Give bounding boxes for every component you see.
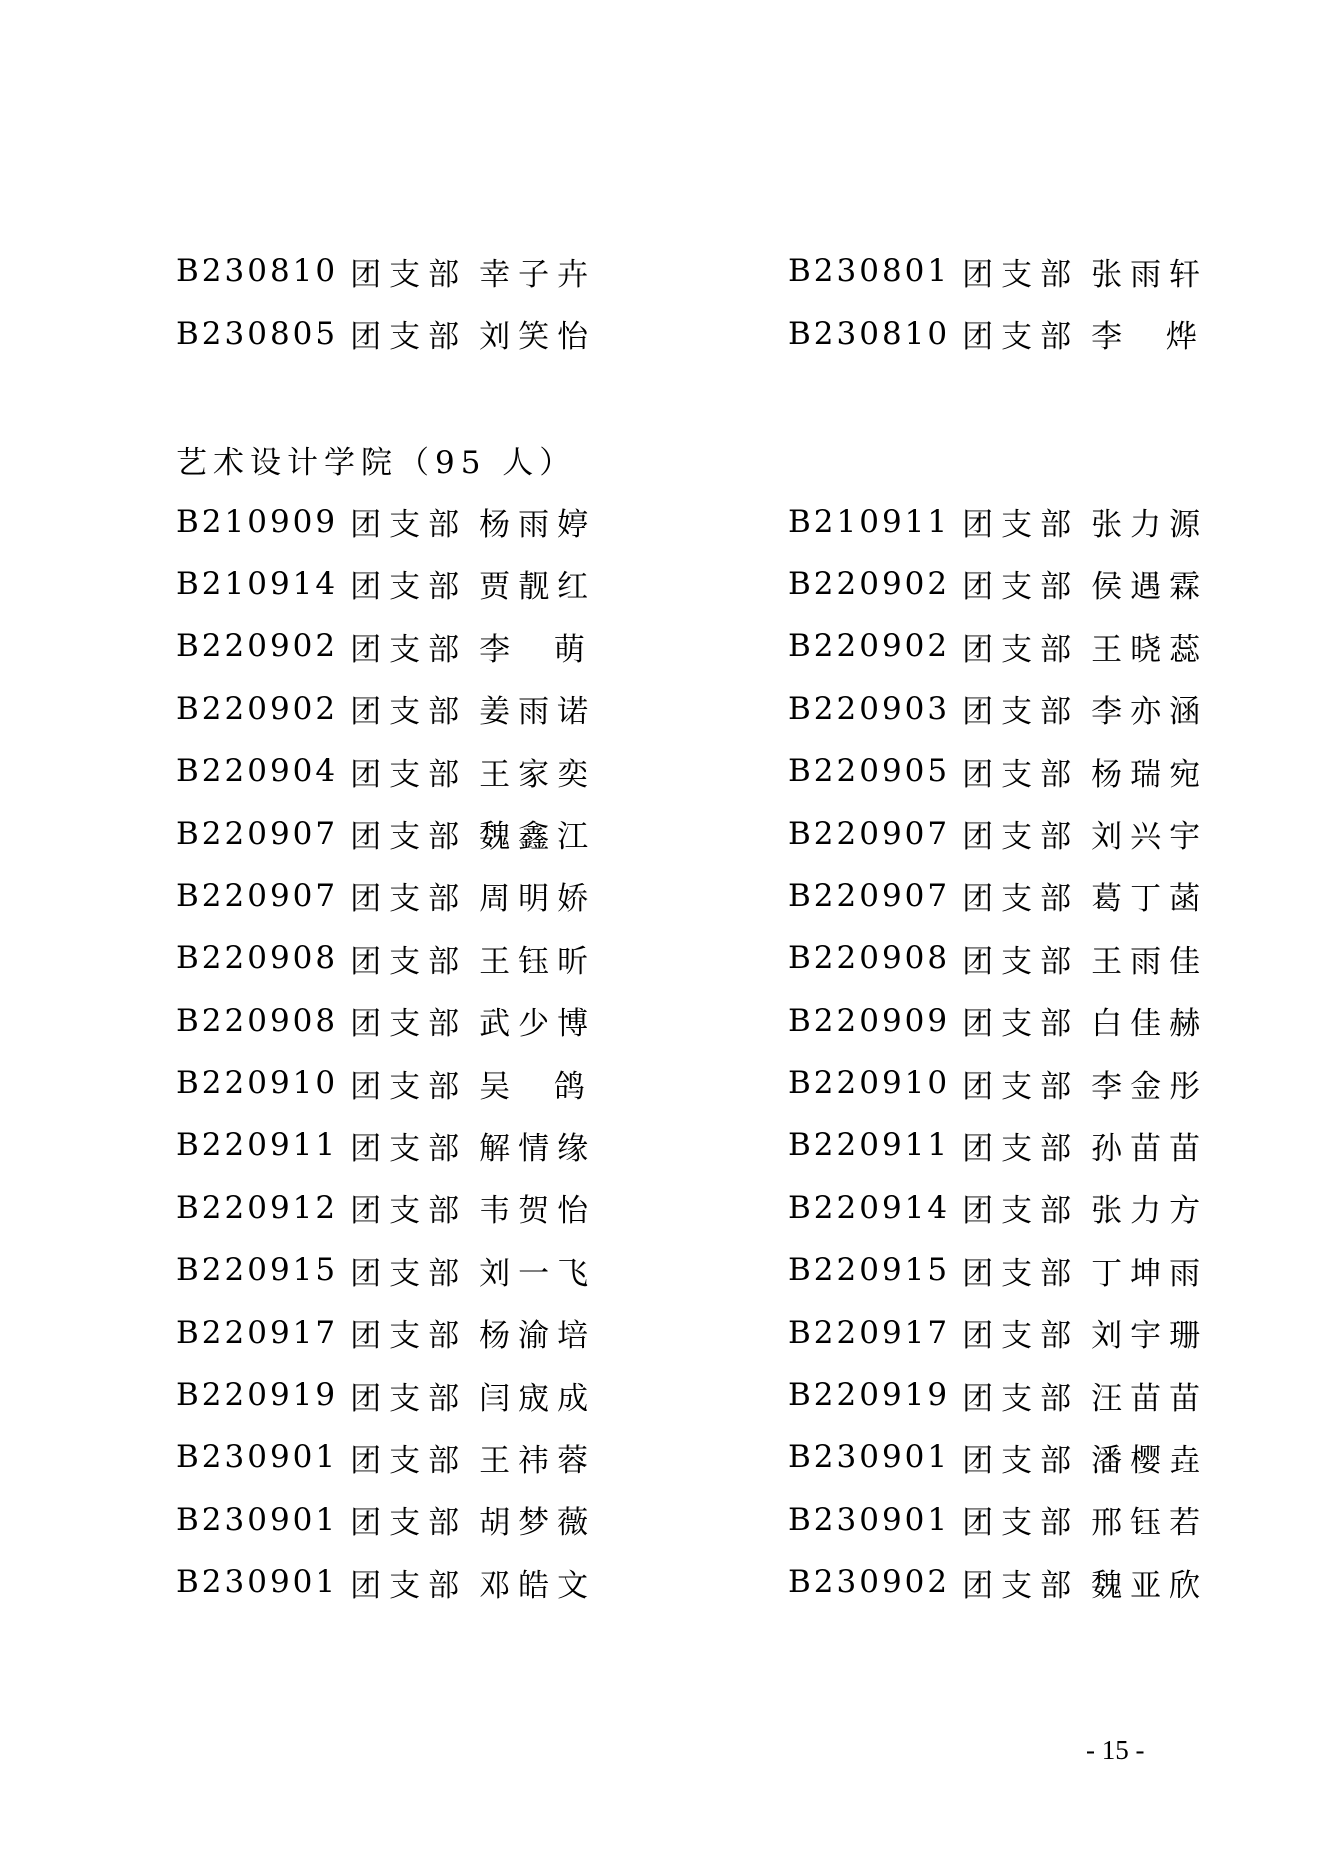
member-name: 王家奕 [479,756,597,793]
member-name: 李 萌 [479,631,593,668]
member-name: 杨瑞宛 [1091,756,1209,793]
branch-org: 团支部 [962,1193,1080,1230]
list-entry-left [176,1248,788,1293]
list-entry-right [788,499,1209,544]
branch-org: 团支部 [962,631,1080,668]
branch-code: B230902 [788,1564,951,1601]
branch-code: B210914 [176,565,339,602]
branch-code: B220914 [788,1189,951,1226]
list-entry-right [788,249,1209,294]
list-row [176,802,1209,864]
list-entry-right [788,1560,1209,1605]
list-entry-right [788,749,1209,794]
list-entry-left [176,561,788,606]
member-name: 王祎蓉 [479,1442,597,1479]
member-name: 胡梦薇 [479,1505,597,1542]
member-name: 刘兴宇 [1091,819,1209,856]
branch-org: 团支部 [350,756,468,793]
branch-org: 团支部 [350,1567,468,1604]
branch-code: B220902 [788,565,951,602]
branch-org: 团支部 [962,569,1080,606]
branch-org: 团支部 [962,1442,1080,1479]
branch-org: 团支部 [962,1130,1080,1167]
branch-code: B220919 [176,1377,339,1414]
list-row [176,302,1205,364]
branch-code: B220911 [788,1127,951,1164]
branch-org: 团支部 [350,1505,468,1542]
list-row [176,865,1209,927]
list-entry-left [176,998,788,1043]
branch-org: 团支部 [350,1006,468,1043]
branch-code: B230901 [788,1439,951,1476]
branch-org: 团支部 [350,1318,468,1355]
list-row [176,740,1209,802]
branch-code: B230901 [176,1501,339,1538]
member-name: 葛丁菡 [1091,881,1209,918]
page-number: - 15 - [1086,1735,1145,1765]
branch-org: 团支部 [350,256,468,293]
branch-org: 团支部 [350,507,468,544]
list-row [176,990,1209,1052]
list-entry-right [788,686,1209,731]
member-name: 幸子卉 [479,256,597,293]
branch-org: 团支部 [350,881,468,918]
member-name: 王雨佳 [1091,943,1209,980]
branch-org: 团支部 [962,507,1080,544]
member-name: 邓皓文 [479,1567,597,1604]
list-entry-left [176,873,788,918]
member-name: 杨雨婷 [479,507,597,544]
list-row [176,1426,1209,1488]
branch-code: B220902 [176,690,339,727]
member-name: 贾靓红 [479,569,597,606]
branch-code: B220908 [788,940,951,977]
member-name: 韦贺怡 [479,1193,597,1230]
list-row [176,1489,1209,1551]
list-row [176,1114,1209,1176]
member-name: 周明娇 [479,881,597,918]
member-name: 邢钰若 [1091,1505,1209,1542]
branch-org: 团支部 [962,756,1080,793]
list-entry-left [176,249,788,294]
member-name: 潘樱垚 [1091,1442,1209,1479]
list-row [176,1052,1209,1114]
list-row [176,1364,1209,1426]
list-entry-left [176,1123,788,1168]
list-row [176,1239,1209,1301]
list-entry-right [788,998,1209,1043]
list-entry-left [176,1061,788,1106]
branch-org: 团支部 [350,319,468,356]
list-row [176,240,1209,302]
branch-code: B220910 [176,1065,339,1102]
list-row [176,615,1209,677]
branch-code: B220919 [788,1377,951,1414]
branch-code: B220905 [788,753,951,790]
member-name: 李 烨 [1091,319,1205,356]
member-name: 侯遇霖 [1091,569,1209,606]
branch-org: 团支部 [350,1130,468,1167]
branch-code: B220902 [788,628,951,665]
branch-org: 团支部 [962,694,1080,731]
list-entry-right [788,1497,1209,1542]
list-entry-right [788,1123,1209,1168]
member-name: 解情缘 [479,1130,597,1167]
branch-code: B210911 [788,503,951,540]
branch-code: B220909 [788,1002,951,1039]
list-entry-left [176,1560,788,1605]
member-name: 刘宇珊 [1091,1318,1209,1355]
list-entry-right [788,1248,1209,1293]
branch-code: B230805 [176,315,339,352]
member-name: 李亦涵 [1091,694,1209,731]
branch-code: B220917 [788,1314,951,1351]
list-row [176,678,1209,740]
branch-org: 团支部 [350,1380,468,1417]
member-name: 张雨轩 [1091,256,1209,293]
branch-org: 团支部 [350,943,468,980]
list-entry-left [176,624,788,669]
branch-code: B220915 [788,1252,951,1289]
branch-code: B220908 [176,1002,339,1039]
branch-code: B220907 [788,815,951,852]
member-name: 张力源 [1091,507,1209,544]
list-entry-left [176,1185,788,1230]
list-row [176,553,1209,615]
list-row [176,927,1209,989]
branch-code: B220911 [176,1127,339,1164]
continued-list [176,240,1209,365]
branch-code: B230901 [788,1501,951,1538]
list-entry-right [788,1185,1209,1230]
branch-org: 团支部 [350,1193,468,1230]
member-name: 魏亚欣 [1091,1567,1209,1604]
list-entry-right [788,624,1209,669]
branch-org: 团支部 [962,319,1080,356]
branch-code: B230801 [788,253,951,290]
branch-code: B210909 [176,503,339,540]
branch-org: 团支部 [962,1318,1080,1355]
list-entry-left [176,686,788,731]
branch-org: 团支部 [350,631,468,668]
branch-code: B230901 [176,1439,339,1476]
member-name: 杨渝培 [479,1318,597,1355]
branch-code: B220907 [176,815,339,852]
list-entry-left [176,811,788,856]
branch-org: 团支部 [962,1255,1080,1292]
branch-org: 团支部 [350,819,468,856]
branch-org: 团支部 [962,943,1080,980]
branch-code: B220902 [176,628,339,665]
branch-org: 团支部 [962,1505,1080,1542]
branch-org: 团支部 [962,1380,1080,1417]
list-row [176,1301,1209,1363]
branch-code: B220917 [176,1314,339,1351]
member-name: 张力方 [1091,1193,1209,1230]
branch-org: 团支部 [350,1442,468,1479]
branch-org: 团支部 [962,881,1080,918]
section-list [176,490,1209,1613]
branch-org: 团支部 [350,1255,468,1292]
list-row [176,1177,1209,1239]
section-heading: 艺术设计学院（95 人） [176,444,577,481]
member-name: 汪苗苗 [1091,1380,1209,1417]
section-art-design [176,428,1209,1613]
list-entry-left [176,1497,788,1542]
member-name: 王钰昕 [479,943,597,980]
list-entry-left [176,499,788,544]
member-name: 魏鑫江 [479,819,597,856]
branch-code: B220903 [788,690,951,727]
branch-code: B230810 [176,253,339,290]
list-entry-right [788,873,1209,918]
branch-code: B220907 [176,877,339,914]
member-name: 白佳赫 [1091,1006,1209,1043]
member-name: 孙苗苗 [1091,1130,1209,1167]
branch-code: B220908 [176,940,339,977]
branch-org: 团支部 [350,1068,468,1105]
list-entry-right [788,311,1205,356]
list-entry-right [788,1373,1209,1418]
branch-org: 团支部 [962,256,1080,293]
branch-code: B220912 [176,1189,339,1226]
list-row [176,490,1209,552]
list-entry-left [176,1373,788,1418]
list-entry-left [176,1435,788,1480]
list-entry-right [788,811,1209,856]
branch-org: 团支部 [962,1567,1080,1604]
list-entry-left [176,311,788,356]
list-entry-left [176,936,788,981]
branch-org: 团支部 [350,569,468,606]
branch-code: B230810 [788,315,951,352]
branch-code: B220904 [176,753,339,790]
member-name: 武少博 [479,1006,597,1043]
branch-org: 团支部 [962,819,1080,856]
member-name: 吴 鸽 [479,1068,593,1105]
list-entry-right [788,1061,1209,1106]
branch-org: 团支部 [350,694,468,731]
member-name: 闫宬成 [479,1380,597,1417]
list-entry-right [788,561,1209,606]
list-row [176,1551,1209,1613]
member-name: 王晓蕊 [1091,631,1209,668]
member-name: 丁坤雨 [1091,1255,1209,1292]
member-name: 李金彤 [1091,1068,1209,1105]
member-name: 刘一飞 [479,1255,597,1292]
branch-code: B220910 [788,1065,951,1102]
branch-code: B220907 [788,877,951,914]
list-entry-right [788,1310,1209,1355]
branch-code: B220915 [176,1252,339,1289]
branch-code: B230901 [176,1564,339,1601]
list-entry-right [788,1435,1209,1480]
member-name: 刘笑怡 [479,319,597,356]
branch-org: 团支部 [962,1068,1080,1105]
list-entry-left [176,749,788,794]
list-entry-left [176,1310,788,1355]
branch-org: 团支部 [962,1006,1080,1043]
list-entry-right [788,936,1209,981]
member-name: 姜雨诺 [479,694,597,731]
